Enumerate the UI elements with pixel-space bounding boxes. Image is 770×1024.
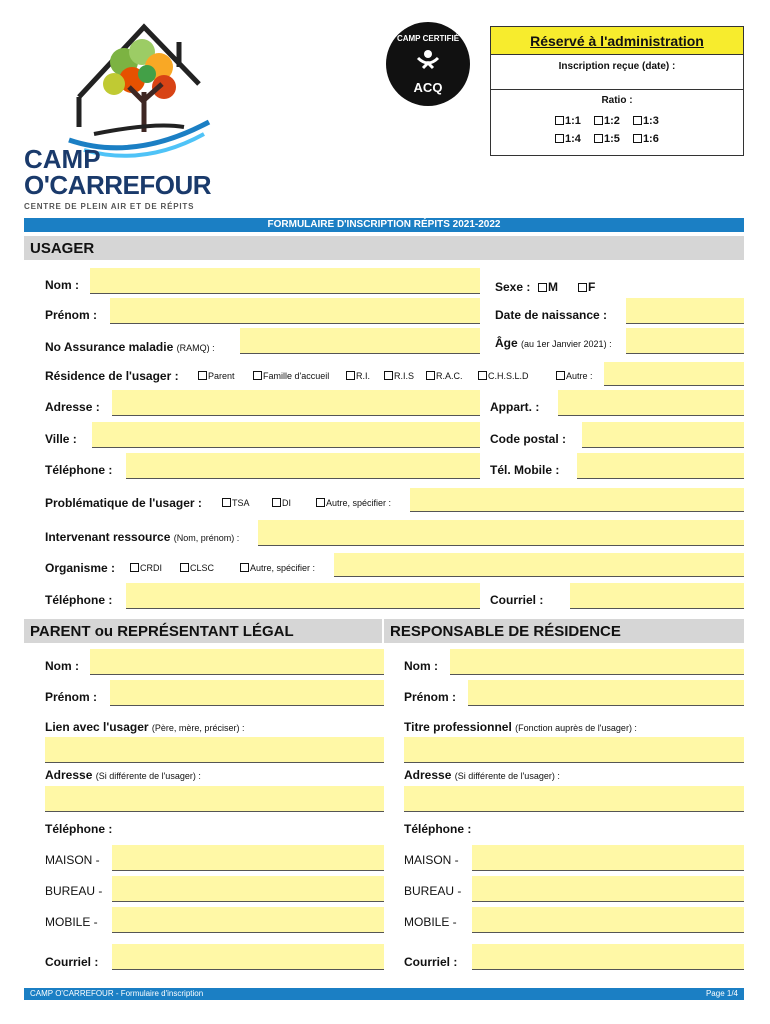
checkbox-icon [555,116,564,125]
usager-age-field[interactable] [626,328,744,354]
checkbox-icon [316,498,325,507]
usager-courriel-field[interactable] [570,583,744,609]
admin-received-label: Inscription reçue (date) : [558,61,676,72]
checkbox-icon [272,498,281,507]
residence-parent-option[interactable]: Parent [198,371,235,381]
residence-ri-option[interactable]: R.I. [346,371,370,381]
parent-lien-label: Lien avec l'usager (Père, mère, préciser) : [45,720,245,734]
usager-mobile-field[interactable] [577,453,744,479]
admin-title: Réservé à l'administration [491,27,743,55]
usager-courriel-label: Courriel : [490,593,544,607]
admin-box [490,26,744,156]
usager-ramq-label: No Assurance maladie (RAMQ) : [45,340,215,354]
usager-adresse-field[interactable] [112,390,480,416]
resp-nom-field[interactable] [450,649,744,675]
prob-di-option[interactable]: DI [272,498,291,508]
sexe-m-option[interactable]: M [538,280,558,294]
residence-famille-option[interactable]: Famille d'accueil [253,371,329,381]
usager-ville-label: Ville : [45,432,77,446]
checkbox-icon [384,371,393,380]
checkbox-icon [633,116,642,125]
admin-date-field[interactable] [491,89,743,90]
resp-mobile-label: MOBILE - [404,915,457,929]
prob-autre-option[interactable]: Autre, spécifier : [316,498,391,508]
usager-dob-field[interactable] [626,298,744,324]
org-autre-option[interactable]: Autre, spécifier : [240,563,315,573]
parent-courriel-label: Courriel : [45,955,99,969]
usager-code-postal-label: Code postal : [490,432,567,446]
camp-logo [24,22,224,212]
brand-name-line1: CAMP [24,144,101,174]
footer-page-number: Page 1/4 [705,989,738,998]
org-autre-field[interactable] [334,553,744,577]
resp-courriel-field[interactable] [472,944,744,970]
ratio-row-2 [555,133,659,145]
checkbox-icon [198,371,207,380]
org-crdi-option[interactable]: CRDI [130,563,162,573]
checkbox-icon [594,116,603,125]
prob-autre-field[interactable] [410,488,744,512]
person-icon [413,48,443,76]
admin-ratio-label: Ratio : [601,95,633,106]
parent-prenom-label: Prénom : [45,690,98,704]
usager-nom-field[interactable] [90,268,480,294]
checkbox-icon [594,134,603,143]
residence-ris-option[interactable]: R.I.S [384,371,414,381]
checkbox-icon [130,563,139,572]
parent-mobile-label: MOBILE - [45,915,98,929]
ratio-1-3[interactable]: 1:3 [633,115,659,127]
footer-left-text: CAMP O'CARREFOUR - Formulaire d'inscription [30,989,204,998]
parent-heading: PARENT ou REPRÉSENTANT LÉGAL [24,619,382,643]
usager-adresse-label: Adresse : [45,400,100,414]
intervenant-field[interactable] [258,520,744,546]
parent-prenom-field[interactable] [110,680,384,706]
usager-ville-field[interactable] [92,422,480,448]
resp-courriel-label: Courriel : [404,955,458,969]
checkbox-icon [578,283,587,292]
form-title-bar: FORMULAIRE D'INSCRIPTION RÉPITS 2021-2022 [24,218,744,232]
badge-top-text: CAMP CERTIFIÉ [396,34,460,43]
resp-titre-label: Titre professionnel (Fonction auprès de l'usager) : [404,720,637,734]
residence-autre-field[interactable] [604,362,744,386]
resp-prenom-label: Prénom : [404,690,457,704]
usager-heading: USAGER [24,236,744,260]
residence-rac-option[interactable]: R.A.C. [426,371,463,381]
usager-code-postal-field[interactable] [582,422,744,448]
resp-nom-label: Nom : [404,659,438,673]
org-clsc-option[interactable]: CLSC [180,563,214,573]
prob-tsa-option[interactable]: TSA [222,498,250,508]
brand-name-line2: O'CARREFOUR [24,170,212,200]
resp-bureau-field[interactable] [472,876,744,902]
checkbox-icon [555,134,564,143]
ratio-1-6[interactable]: 1:6 [633,133,659,145]
resp-titre-field[interactable] [404,737,744,763]
usager-telephone2-label: Téléphone : [45,593,113,607]
parent-bureau-field[interactable] [112,876,384,902]
resp-maison-label: MAISON - [404,853,459,867]
resp-prenom-field[interactable] [468,680,744,706]
checkbox-icon [222,498,231,507]
usager-telephone2-field[interactable] [126,583,480,609]
certification-badge [386,22,470,106]
residence-autre-option[interactable]: Autre : [556,371,593,381]
parent-maison-field[interactable] [112,845,384,871]
footer-bar [24,988,744,1000]
parent-bureau-label: BUREAU - [45,884,103,898]
resp-bureau-label: BUREAU - [404,884,462,898]
intervenant-label: Intervenant ressource (Nom, prénom) : [45,530,240,544]
residence-label: Résidence de l'usager : [45,369,179,383]
usager-mobile-label: Tél. Mobile : [490,463,560,477]
usager-prenom-field[interactable] [110,298,480,324]
checkbox-icon [180,563,189,572]
usager-dob-label: Date de naissance : [495,308,608,322]
checkbox-icon [426,371,435,380]
parent-mobile-field[interactable] [112,907,384,933]
usager-nom-label: Nom : [45,278,79,292]
parent-nom-label: Nom : [45,659,79,673]
organisme-label: Organisme : [45,561,116,575]
parent-telephone-label: Téléphone : [45,822,113,836]
ratio-row-1 [555,115,659,127]
residence-chsld-option[interactable]: C.H.S.L.D [478,371,529,381]
sexe-f-option[interactable]: F [578,280,595,294]
resp-maison-field[interactable] [472,845,744,871]
responsable-heading: RESPONSABLE DE RÉSIDENCE [384,619,744,643]
resp-adresse-label: Adresse (Si différente de l'usager) : [404,768,560,782]
checkbox-icon [633,134,642,143]
logo-tree-icon [24,22,224,162]
ratio-1-4[interactable]: 1:4 [555,133,581,145]
usager-telephone-field[interactable] [126,453,480,479]
parent-adresse-label: Adresse (Si différente de l'usager) : [45,768,201,782]
usager-sexe-label: Sexe : [495,280,531,294]
checkbox-icon [556,371,565,380]
checkbox-icon [478,371,487,380]
resp-mobile-field[interactable] [472,907,744,933]
checkbox-icon [240,563,249,572]
ratio-1-1[interactable]: 1:1 [555,115,581,127]
checkbox-icon [253,371,262,380]
checkbox-icon [346,371,355,380]
resp-telephone-label: Téléphone : [404,822,472,836]
parent-lien-field[interactable] [45,737,384,763]
usager-telephone-label: Téléphone : [45,463,113,477]
usager-ramq-field[interactable] [240,328,480,354]
usager-age-label: Âge (au 1er Janvier 2021) : [495,336,612,350]
ratio-1-2[interactable]: 1:2 [594,115,620,127]
parent-nom-field[interactable] [90,649,384,675]
parent-adresse-field[interactable] [45,786,384,812]
badge-bottom-text: ACQ [413,80,443,95]
parent-maison-label: MAISON - [45,853,100,867]
resp-adresse-field[interactable] [404,786,744,812]
usager-prenom-label: Prénom : [45,308,98,322]
ratio-1-5[interactable]: 1:5 [594,133,620,145]
usager-appart-label: Appart. : [490,400,540,414]
brand-tagline: CENTRE DE PLEIN AIR ET DE RÉPITS [24,202,195,211]
usager-appart-field[interactable] [558,390,744,416]
problematique-label: Problématique de l'usager : [45,496,202,510]
parent-courriel-field[interactable] [112,944,384,970]
checkbox-icon [538,283,547,292]
